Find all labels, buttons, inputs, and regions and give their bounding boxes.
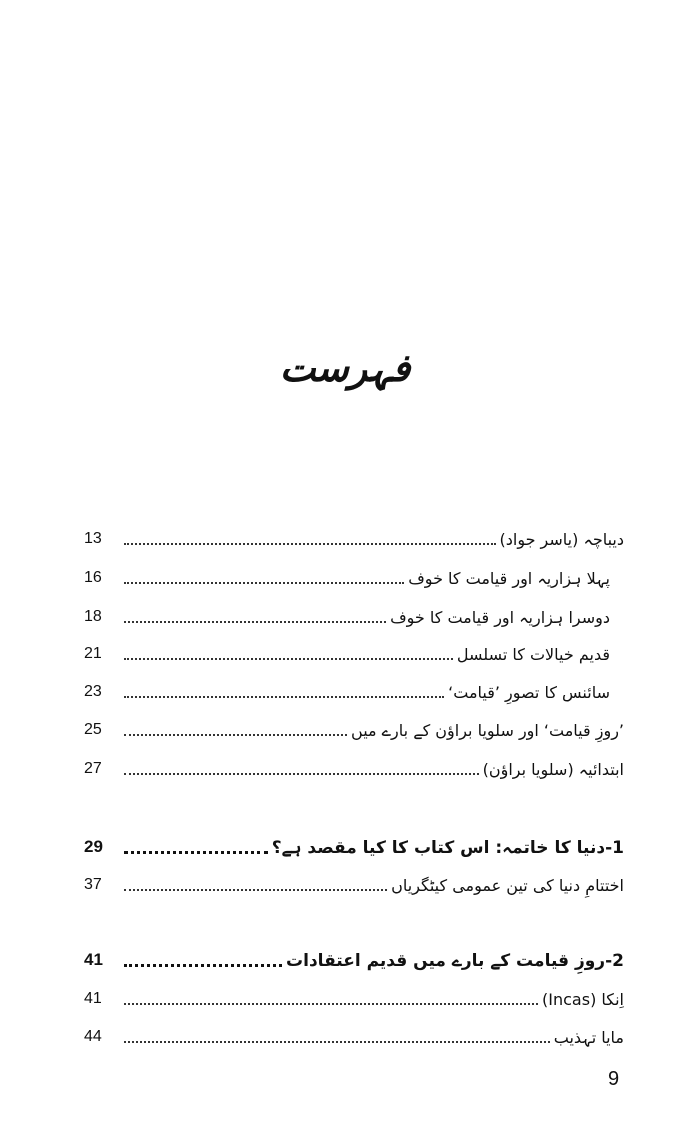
toc-entry[interactable] [84,637,610,671]
toc-dot-leader [124,964,282,967]
toc-entry-title: دیباچہ (یاسر جواد) [499,529,624,549]
toc-entry-page: 27 [84,760,102,777]
toc-entry-page: 29 [84,837,103,856]
toc-entry-page: 23 [84,683,102,700]
toc-entry-title: ابتدائیہ (سلویا براؤن) [482,759,624,779]
toc-entry[interactable] [84,868,624,902]
toc-entry-page: 18 [84,608,102,625]
toc-chapter-entry[interactable] [84,943,624,977]
toc-dot-leader [124,658,453,660]
toc-entry-title: اختتامِ دنیا کی تین عمومی کیٹگریاں [391,875,624,895]
toc-entry-page: 25 [84,721,102,738]
toc-entry-page: 41 [84,950,103,969]
toc-entry-page: 13 [84,530,102,547]
toc-entry[interactable] [84,1020,624,1054]
toc-dot-leader [124,1003,538,1005]
toc-entry-title: 1-دنیا کا خاتمہ: اس کتاب کا کیا مقصد ہے؟ [271,837,624,858]
toc-dot-leader [124,851,268,854]
toc-entry[interactable] [84,713,624,747]
toc-dot-leader [124,582,404,584]
toc-entry-page: 37 [84,876,102,893]
toc-entry-page: 44 [84,1028,102,1045]
toc-entry-title: اِنکا (Incas) [542,989,624,1009]
toc-entry-title: قدیم خیالات کا تسلسل [456,644,610,664]
toc-entry[interactable] [84,675,610,709]
page-number: 9 [608,1068,620,1090]
toc-entry-page: 41 [84,990,102,1007]
toc-dot-leader [124,734,347,736]
toc-entry-page: 21 [84,645,102,662]
toc-dot-leader [124,1041,550,1043]
toc-chapter-entry[interactable] [84,830,624,864]
toc-entry-page: 16 [84,569,102,586]
toc-dot-leader [124,543,496,545]
toc-entry-title: مایا تہذیب [553,1027,624,1047]
toc-entry-title: 2-روزِ قیامت کے بارے میں قدیم اعتقادات [286,950,624,971]
toc-entry-title: پہلا ہزاریہ اور قیامت کا خوف [408,568,610,588]
toc-entry[interactable] [84,752,624,786]
toc-dot-leader [124,621,386,623]
toc-entry-title: دوسرا ہزاریہ اور قیامت کا خوف [390,607,610,627]
toc-entry-title: سائنس کا تصورِ ’قیامت‘ [448,682,610,702]
toc-entry[interactable] [84,522,624,556]
toc-dot-leader [124,696,444,698]
toc-dot-leader [124,773,479,775]
toc-dot-leader [124,889,387,891]
toc-entry[interactable] [84,982,624,1016]
page-title: فہرست [279,346,411,390]
toc-entry[interactable] [84,600,610,634]
toc-entry[interactable] [84,561,610,595]
toc-entry-title: ’روزِ قیامت‘ اور سلویا براؤن کے بارے میں [351,720,624,740]
